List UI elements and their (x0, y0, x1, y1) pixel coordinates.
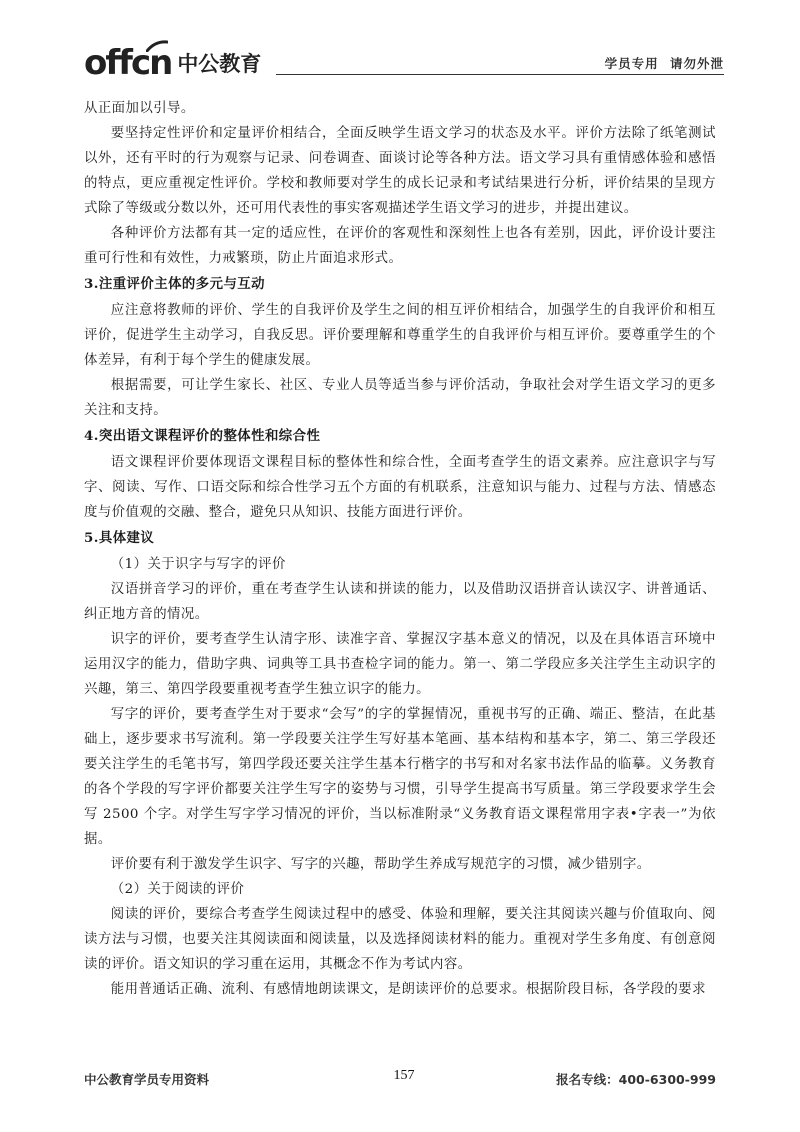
section-heading: 3.注重评价主体的多元与互动 (84, 276, 265, 292)
body-paragraph: 能用普通话正确、流利、有感情地朗读课文，是朗读评价的总要求。根据阶段目标，各学段的要求 (110, 982, 706, 997)
footer-hotline: 报名专线：400-6300-999 (556, 1072, 716, 1087)
body-paragraph: 从正面加以引导。 (84, 101, 195, 116)
body-paragraph: 写字的评价，要考查学生对于要求“会写”的字的掌握情况，重视书写的正确、端正、整洁，在此基础上，逐步要求书写流利。第一学段要关注学生写好基本笔画、基本结构和基本字，第二、第三学段还要关注学生的毛笔书写，第四学段还要关注学生基本行楷字的书写和对名家书法作品的临摹。义务教育的各个学段的写字评价都要关注学生写字的姿势与习惯，引导学生提高书写质量。第三学段要求学生会写 2500 个字。对学生写字学习情况的评价，当以标准附录“义务教育语文课程常用字表•字表一”为依据。 (84, 707, 716, 847)
body-paragraph: 评价要有利于激发学生识字、写字的兴趣，帮助学生养成写规范字的习惯，减少错别字。 (110, 857, 651, 872)
footer-publisher-note: 中公教育学员专用资料 (84, 1072, 210, 1087)
body-paragraph: 识字的评价，要考查学生认清字形、读准字音、掌握汉字基本意义的情况，以及在具体语言环境中运用汉字的能力，借助字典、词典等工具书查检字词的能力。第一、第二学段应多关注学生主动识字的兴趣，第三、第四学段要重视考查学生独立识字的能力。 (84, 632, 716, 697)
body-paragraph: 阅读的评价，要综合考查学生阅读过程中的感受、体验和理解，要关注其阅读兴趣与价值取向、阅读方法与习惯，也要关注其阅读面和阅读量，以及选择阅读材料的能力。重视对学生多角度、有创意阅读的评价。语文知识的学习重在运用，其概念不作为考试内容。 (84, 907, 716, 972)
body-paragraph: （1）关于识字与写字的评价 (110, 557, 286, 572)
body-paragraph: 根据需要，可让学生家长、社区、专业人员等适当参与评价活动，争取社会对学生语文学习的更多关注和支持。 (84, 378, 716, 418)
body-paragraph: 语文课程评价要体现语文课程目标的整体性和综合性，全面考查学生的语文素养。应注意识字与写字、阅读、写作、口语交际和综合性学习五个方面的有机联系，注意知识与能力、过程与方法、情感态度与价值观的交融、整合，避免只从知识、技能方面进行评价。 (84, 455, 716, 520)
body-paragraph: 要坚持定性评价和定量评价相结合，全面反映学生语文学习的状态及水平。评价方法除了纸笔测试以外，还有平时的行为观察与记录、问卷调查、面谈讨论等各种方法。语文学习具有重情感体验和感悟的特点，更应重视定性评价。学校和教师要对学生的成长记录和考试结果进行分析，评价结果的呈现方式除了等级或分数以外，还可用代表性的事实客观描述学生语文学习的进步，并提出建议。 (84, 126, 716, 216)
header-rule (276, 74, 724, 75)
logo-chinese-text: 中公教育 (177, 52, 262, 76)
section-heading: 4.突出语文课程评价的整体性和综合性 (84, 428, 321, 444)
logo-latin-text: offcn (84, 43, 172, 83)
body-paragraph: 汉语拼音学习的评价，重在考查学生认读和拼读的能力，以及借助汉语拼音认读汉字、讲普通话、纠正地方音的情况。 (84, 582, 716, 622)
document-body (84, 96, 716, 1002)
page-header (84, 40, 724, 82)
logo-swoosh-icon (146, 40, 168, 52)
header-confidential-tag: 学员专用 请勿外泄 (604, 56, 724, 71)
body-paragraph: 各种评价方法都有其一定的适应性，在评价的客观性和深刻性上也各有差别，因此，评价设计要注重可行性和有效性，力戒繁琐，防止片面追求形式。 (84, 226, 716, 266)
body-paragraph: （2）关于阅读的评价 (110, 882, 245, 897)
section-heading: 5.具体建议 (84, 530, 155, 546)
page-footer (84, 1070, 716, 1092)
body-paragraph: 应注意将教师的评价、学生的自我评价及学生之间的相互评价相结合，加强学生的自我评价和相互评价，促进学生主动学习，自我反思。评价要理解和尊重学生的自我评价与相互评价。要尊重学生的个体差异，有利于每个学生的健康发展。 (84, 303, 716, 368)
offcn-logo (84, 40, 262, 83)
page-number: 157 (393, 1068, 415, 1083)
